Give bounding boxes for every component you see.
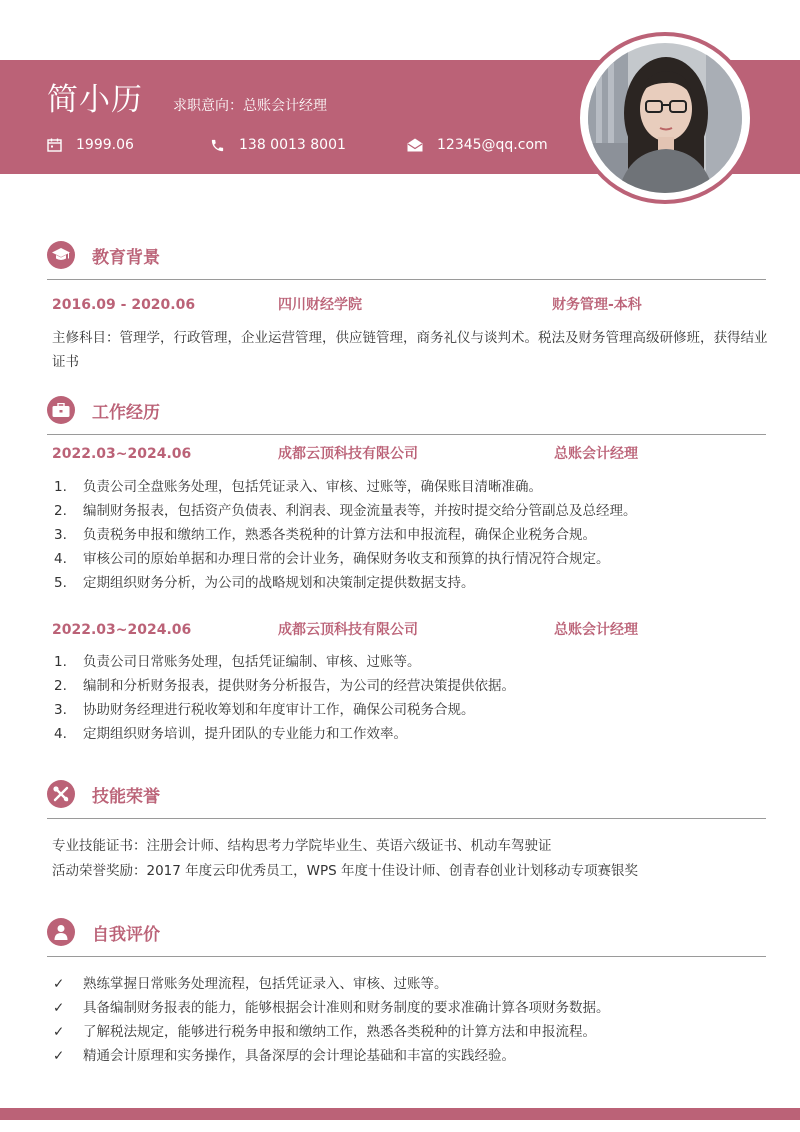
job-period: 2022.03~2024.06	[52, 446, 192, 462]
education-row	[52, 295, 766, 315]
graduation-cap-icon	[47, 241, 75, 269]
list-item: 4. 定期组织财务培训，提升团队的专业能力和工作效率。	[54, 726, 407, 742]
list-item: ✓ 具备编制财务报表的能力，能够根据会计准则和财务制度的要求准确计算各项财务数据。	[52, 996, 770, 1020]
job-position: 总账会计经理	[554, 446, 638, 462]
email-address: 12345@qq.com	[437, 137, 548, 153]
section-work-header	[47, 395, 160, 425]
footer-band	[0, 1108, 800, 1120]
job-period: 2022.03~2024.06	[52, 622, 192, 638]
job-duties-list	[52, 650, 770, 746]
job-intent: 求职意向：总账会计经理	[173, 98, 327, 114]
check-icon: ✓	[53, 1048, 65, 1064]
section-title-work: 工作经历	[92, 402, 160, 423]
phone-icon	[210, 138, 225, 153]
list-item: 5. 定期组织财务分析，为公司的战略规划和决策制定提供数据支持。	[54, 575, 475, 591]
list-item: 2. 编制和分析财务报表，提供财务分析报告，为公司的经营决策提供依据。	[54, 678, 515, 694]
candidate-name: 简小历	[47, 82, 143, 118]
job-company: 成都云顶科技有限公司	[278, 446, 418, 462]
mail-icon	[407, 138, 423, 152]
divider	[47, 279, 766, 280]
divider	[47, 956, 766, 957]
birth-date: 1999.06	[76, 137, 134, 153]
job-position: 总账会计经理	[554, 622, 638, 638]
calendar-icon	[47, 138, 62, 152]
skills-certificates: 专业技能证书：注册会计师、结构思考力学院毕业生、英语六级证书、机动车驾驶证	[52, 838, 552, 854]
divider	[47, 818, 766, 819]
self-eval-list	[52, 972, 770, 1068]
contact-phone	[210, 136, 346, 154]
list-item: 3. 负责税务申报和缴纳工作，熟悉各类税种的计算方法和申报流程，确保企业税务合规。	[54, 527, 596, 543]
list-item: 2. 编制财务报表，包括资产负债表、利润表、现金流量表等，并按时提交给分管副总及总经理。	[54, 503, 637, 519]
check-icon: ✓	[53, 1000, 65, 1016]
section-self-eval-header	[47, 917, 160, 947]
education-school: 四川财经学院	[278, 297, 362, 313]
job-row	[52, 620, 766, 640]
person-icon	[47, 918, 75, 946]
list-item: 1. 负责公司全盘账务处理，包括凭证录入、审核、过账等，确保账目清晰准确。	[54, 479, 542, 495]
education-period: 2016.09 - 2020.06	[52, 297, 196, 313]
list-item: 3. 协助财务经理进行税收筹划和年度审计工作，确保公司税务合规。	[54, 702, 475, 718]
education-major: 财务管理-本科	[552, 297, 642, 313]
job-row	[52, 444, 766, 464]
education-courses: 主修科目：管理学，行政管理，企业运营管理，供应链管理，商务礼仪与谈判术。税法及财务管理高级研修班，获得结业证书	[52, 330, 768, 370]
check-icon: ✓	[53, 976, 65, 992]
contact-birth	[47, 136, 134, 154]
contact-email	[407, 136, 548, 154]
list-item: 4. 审核公司的原始单据和办理日常的会计业务，确保财务收支和预算的执行情况符合规定。	[54, 551, 610, 567]
list-item: ✓ 精通会计原理和实务操作，具备深厚的会计理论基础和丰富的实践经验。	[52, 1044, 770, 1068]
list-item: ✓ 了解税法规定，能够进行税务申报和缴纳工作，熟悉各类税种的计算方法和申报流程。	[52, 1020, 770, 1044]
profile-photo	[588, 43, 742, 193]
section-title-self-eval: 自我评价	[92, 924, 160, 945]
section-education-header	[47, 240, 160, 270]
check-icon: ✓	[53, 1024, 65, 1040]
job-company: 成都云顶科技有限公司	[278, 622, 418, 638]
briefcase-icon	[47, 396, 75, 424]
list-item: 1. 负责公司日常账务处理，包括凭证编制、审核、过账等。	[54, 654, 421, 670]
phone-number: 138 0013 8001	[239, 137, 346, 153]
divider	[47, 434, 766, 435]
job-duties-list	[52, 475, 770, 595]
section-skills-header	[47, 779, 160, 809]
section-title-education: 教育背景	[92, 247, 160, 268]
section-title-skills: 技能荣誉	[92, 786, 160, 807]
list-item: ✓ 熟练掌握日常账务处理流程，包括凭证录入、审核、过账等。	[52, 972, 770, 996]
skills-awards: 活动荣誉奖励：2017 年度云印优秀员工，WPS 年度十佳设计师、创青春创业计划移动专项赛银奖	[52, 863, 638, 879]
tools-icon	[47, 780, 75, 808]
